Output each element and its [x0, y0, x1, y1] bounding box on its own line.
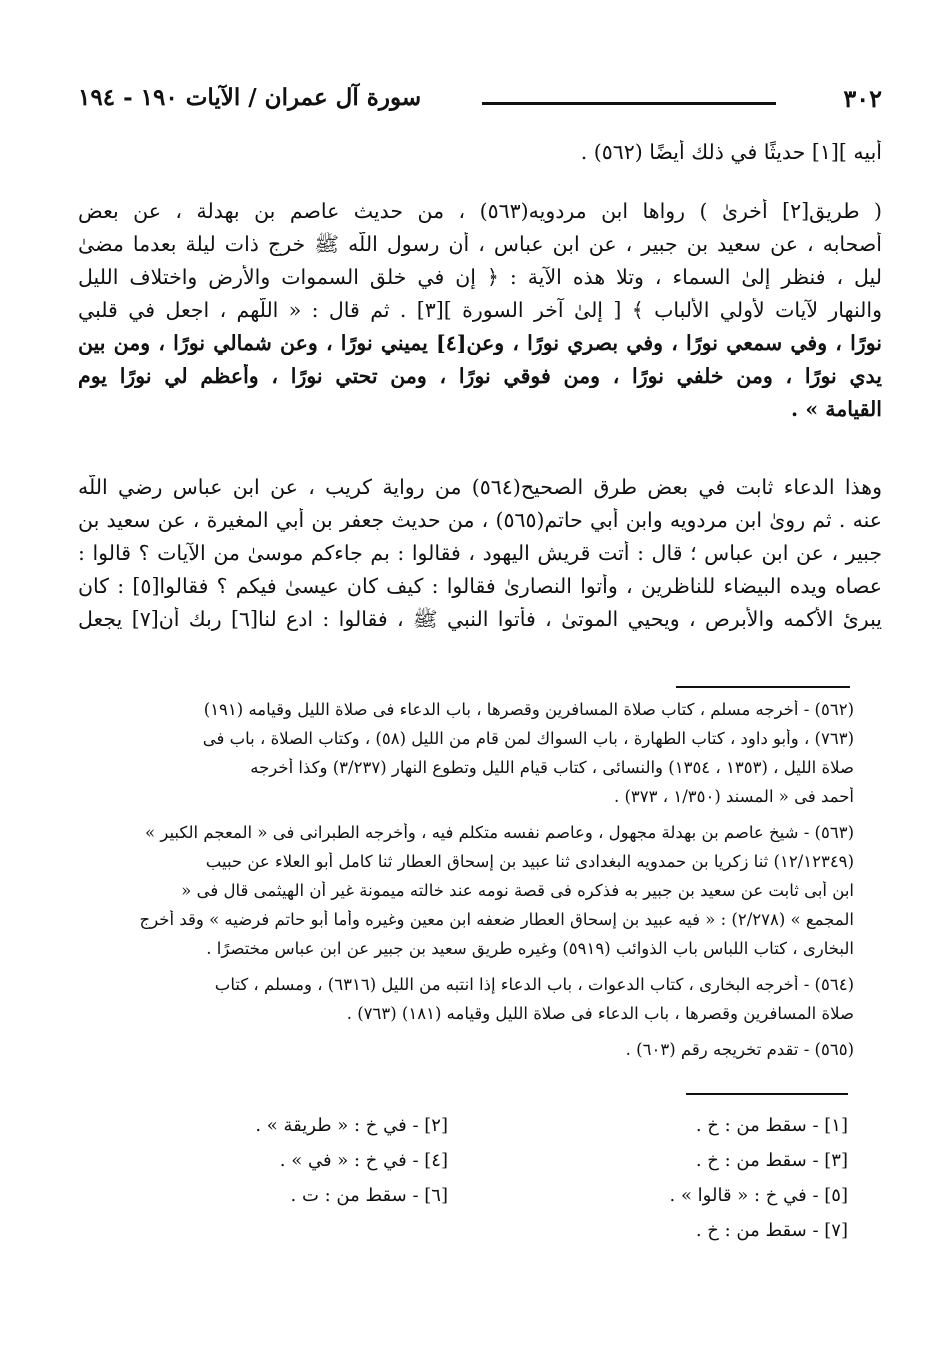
editor-note: [٣] - سقط من : خ .: [695, 1150, 848, 1171]
footnote-separator: [676, 686, 850, 688]
body-line: عنه . ثم روىٰ ابن مردويه وابن أبي حاتم(٥٦٥) ، من حديث جعفر بن أبي المغيرة ، عن سعيد بن: [78, 508, 882, 532]
body-line: أصحابه ، عن سعيد بن جبير ، عن ابن عباس ، أن رسول اللَّه ﷺ خرج ذات ليلة بعدما مضىٰ: [78, 232, 882, 256]
footnote-line: (٥٦٢) - أخرجه مسلم ، كتاب صلاة المسافرين وقصرها ، باب الدعاء فى صلاة الليل وقيامه (١٩١): [203, 700, 854, 719]
editor-notes-separator: [686, 1093, 848, 1095]
page-header: [78, 84, 882, 124]
footnote-line: (٥٦٣) - شيخ عاصم بن بهدلة مجهول ، وعاصم نفسه متكلم فيه ، وأخرجه الطبرانى فى « المعجم الكبير »: [145, 823, 854, 842]
editor-note: [١] - سقط من : خ .: [695, 1115, 848, 1136]
footnote-line: (١٢/١٢٣٤٩) ثنا زكريا بن حمدويه البغدادى ثنا عبيد بن إسحاق العطار ثنا كامل أبو العلاء عن حبيب: [205, 852, 854, 871]
body-line: والنهار لآيات لأولي الألباب ﴾ [ إلىٰ آخر السورة ][٣] . ثم قال : « اللَّهم ، اجعل في قلبي: [78, 298, 882, 322]
body-line: ( طريق[٢] أخرىٰ ) رواها ابن مردويه(٥٦٣) ، من حديث عاصم بن بهدلة ، عن بعض: [78, 199, 882, 223]
editor-note: [٢] - في خ : « طريقة » .: [255, 1115, 448, 1136]
footnote-line: (٧٦٣) ، وأبو داود ، كتاب الطهارة ، باب السواك لمن قام من الليل (٥٨) ، وكتاب الصلاة ، باب فى: [202, 729, 854, 748]
page-number: ٣٠٢: [843, 84, 882, 113]
body-line: وهذا الدعاء ثابت في بعض طرق الصحيح(٥٦٤) من رواية كريب ، عن ابن عباس رضي اللَّه: [78, 475, 882, 499]
body-line: ليل ، فنظر إلىٰ السماء ، وتلا هذه الآية : ﴿ إن في خلق السموات والأرض واختلاف الليل: [78, 265, 882, 289]
editor-note: [٦] - سقط من : ت .: [290, 1185, 448, 1206]
editor-note: [٤] - في خ : « في » .: [279, 1150, 448, 1171]
body-line: أبيه ][١] حديثًا في ذلك أيضًا (٥٦٢) .: [580, 140, 882, 164]
body-line: القيامة » .: [791, 397, 882, 421]
body-line: نورًا ، وفي سمعي نورًا ، وفي بصري نورًا ، وعن[٤] يميني نورًا ، وعن شمالي نورًا ، ومن بين: [78, 331, 882, 355]
footnote-line: البخارى ، كتاب اللباس باب الذوائب (٥٩١٩) وغيره طريق سعيد بن جبير عن ابن عباس مختصرًا .: [206, 939, 854, 958]
footnote-line: صلاة الليل ، (١٣٥٣ ، ١٣٥٤) والنسائى ، كتاب قيام الليل وتطوع النهار (٣/٢٣٧) وكذا أخرجه: [250, 758, 854, 777]
footnote-line: ابن أبى ثابت عن سعيد بن جبير به فذكره فى قصة نومه عند خالته ميمونة غير أن الهيثمى قال فى «: [181, 881, 854, 900]
header-rule: [482, 102, 776, 105]
body-line: يبرئ الأكمه والأبرص ، ويحيي الموتىٰ ، فأتوا النبي ﷺ ، فقالوا : ادع لنا[٦] ربك أن[٧] يجعل: [78, 607, 882, 631]
body-line: عصاه ويده البيضاء للناظرين ، وأتوا النصارىٰ فقالوا : كيف كان عيسىٰ فيكم ؟ فقالوا[٥] : كان: [78, 574, 882, 598]
footnote-line: (٥٦٥) - تقدم تخريجه رقم (٦٠٣) .: [625, 1040, 854, 1059]
body-line: جبير ، عن ابن عباس ؛ قال : أتت قريش اليهود ، فقالوا : بم جاءكم موسىٰ من الآيات ؟ قالوا :: [78, 541, 882, 565]
editor-note: [٧] - سقط من : خ .: [695, 1220, 848, 1241]
body-line: يدي نورًا ، ومن خلفي نورًا ، ومن فوقي نورًا ، ومن تحتي نورًا ، وأعظم لي نورًا يوم: [78, 364, 882, 388]
running-title: سورة آل عمران / الآيات ١٩٠ - ١٩٤: [78, 84, 422, 111]
editor-note: [٥] - في خ : « قالوا » .: [669, 1185, 848, 1206]
footnote-line: (٥٦٤) - أخرجه البخارى ، كتاب الدعوات ، باب الدعاء إذا انتبه من الليل (٦٣١٦) ، ومسلم ، كتاب: [214, 975, 854, 994]
footnote-line: أحمد فى « المسند (١/٣٥٠ ، ٣٧٣) .: [613, 787, 854, 806]
footnote-line: المجمع » (٢/٢٧٨) : « فيه عبيد بن إسحاق العطار ضعفه ابن معين وغيره وأما أبو حاتم فرضيه » وقد أخرج: [139, 910, 854, 929]
footnote-line: صلاة المسافرين وقصرها ، باب الدعاء فى صلاة الليل وقيامه (١٨١) (٧٦٣) .: [346, 1004, 854, 1023]
